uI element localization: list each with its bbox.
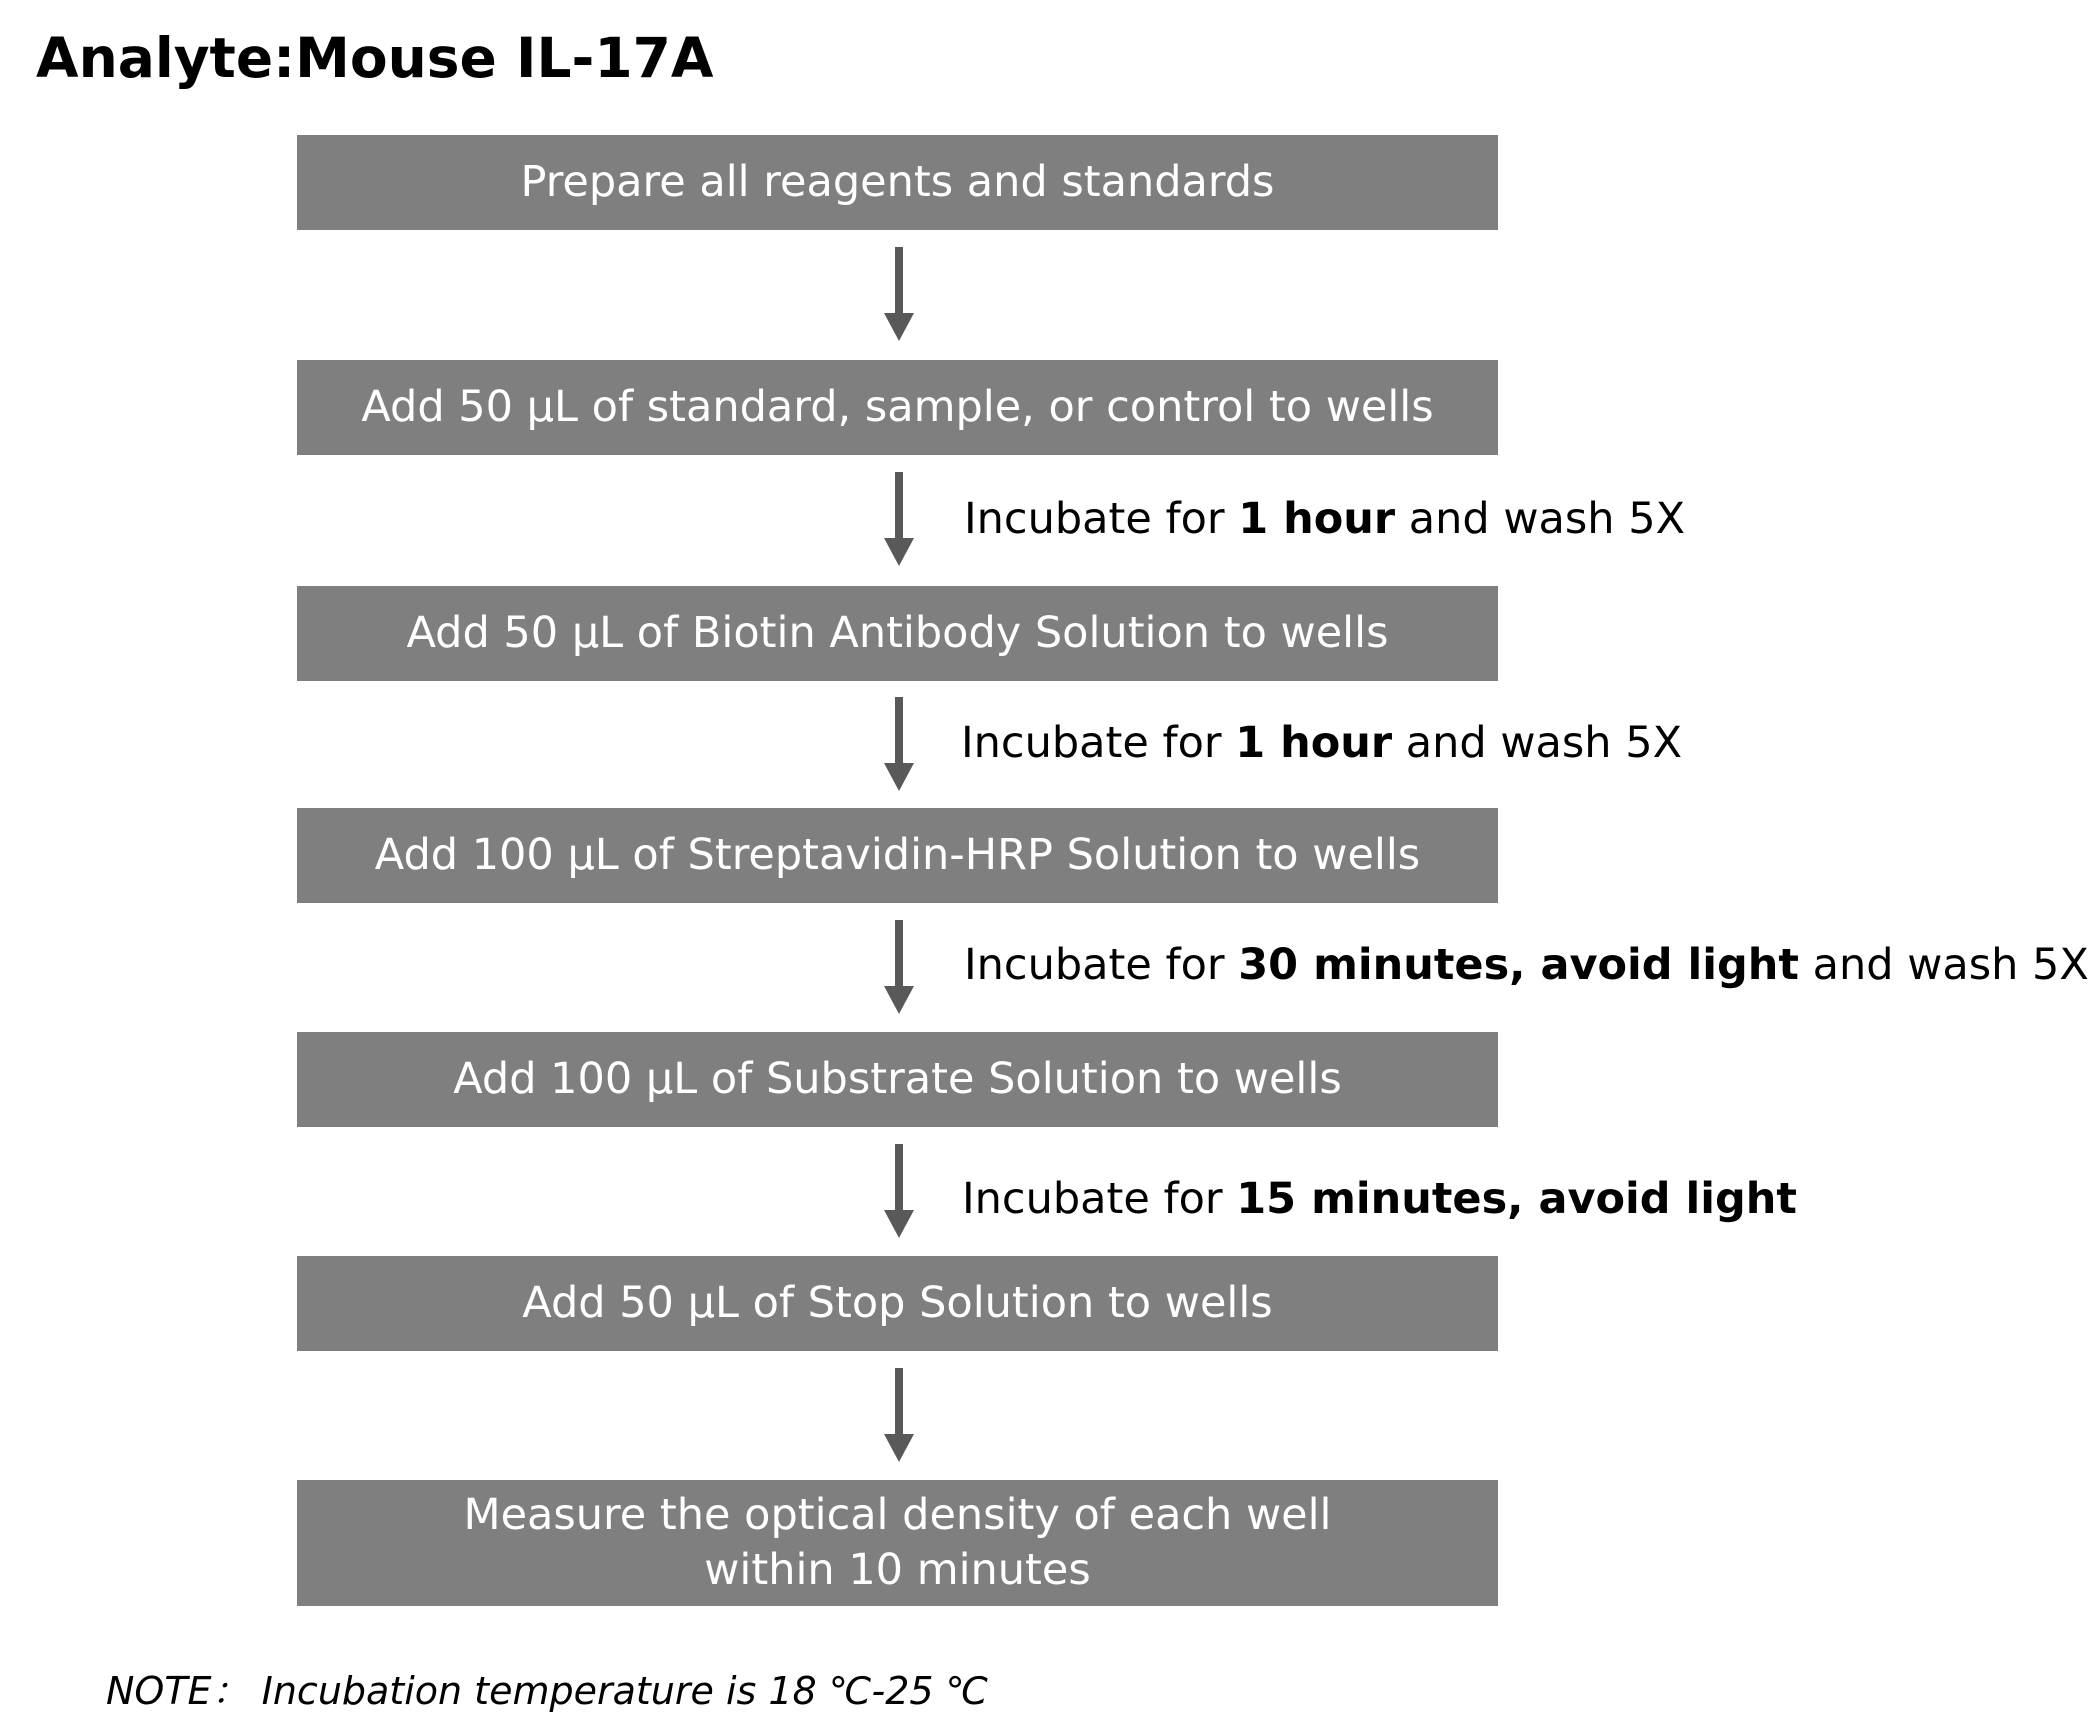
incubation-suffix: and wash 5X bbox=[1392, 718, 1683, 768]
step-label: Add 100 µL of Substrate Solution to wells bbox=[453, 1054, 1342, 1104]
arrow-down-icon bbox=[884, 1144, 914, 1238]
step-add-substrate bbox=[297, 1032, 1498, 1127]
incubation-prefix: Incubate for bbox=[964, 940, 1239, 990]
incubation-duration: 1 hour bbox=[1235, 718, 1393, 768]
incubation-duration: 15 minutes, avoid light bbox=[1236, 1174, 1797, 1224]
incubation-suffix: and wash 5X bbox=[1395, 494, 1686, 544]
incubation-prefix: Incubate for bbox=[961, 718, 1236, 768]
arrow-down-icon bbox=[884, 697, 914, 791]
incubation-prefix: Incubate for bbox=[964, 494, 1239, 544]
step-add-biotin-antibody bbox=[297, 586, 1498, 681]
page-title: Analyte:Mouse IL-17A bbox=[36, 26, 714, 90]
incubation-duration: 30 minutes, avoid light bbox=[1238, 940, 1799, 990]
step-label: Measure the optical density of each well within 10 minutes bbox=[463, 1490, 1332, 1595]
arrow-down-icon bbox=[884, 247, 914, 341]
incubation-duration: 1 hour bbox=[1238, 494, 1396, 544]
step-label: Prepare all reagents and standards bbox=[520, 157, 1275, 207]
incubation-suffix: and wash 5X bbox=[1798, 940, 2089, 990]
step-label: Add 100 µL of Streptavidin-HRP Solution to wells bbox=[374, 830, 1421, 880]
incubation-note-1 bbox=[964, 491, 1685, 547]
incubation-prefix: Incubate for bbox=[962, 1174, 1237, 1224]
step-label: Add 50 µL of standard, sample, or control to wells bbox=[361, 382, 1434, 432]
step-measure-optical-density bbox=[297, 1480, 1498, 1606]
incubation-note-3 bbox=[964, 937, 2089, 993]
incubation-note-4 bbox=[962, 1171, 1797, 1227]
step-label: Add 50 µL of Biotin Antibody Solution to wells bbox=[406, 608, 1389, 658]
step-add-stop-solution bbox=[297, 1256, 1498, 1351]
step-add-standard-sample bbox=[297, 360, 1498, 455]
incubation-note-2 bbox=[961, 715, 1682, 771]
arrow-down-icon bbox=[884, 472, 914, 566]
arrow-down-icon bbox=[884, 920, 914, 1014]
step-prepare-reagents bbox=[297, 135, 1498, 230]
step-add-streptavidin-hrp bbox=[297, 808, 1498, 903]
step-label: Add 50 µL of Stop Solution to wells bbox=[522, 1278, 1273, 1328]
arrow-down-icon bbox=[884, 1368, 914, 1462]
temperature-note: NOTE： Incubation temperature is 18 ℃-25 ℃ bbox=[106, 1669, 989, 1713]
